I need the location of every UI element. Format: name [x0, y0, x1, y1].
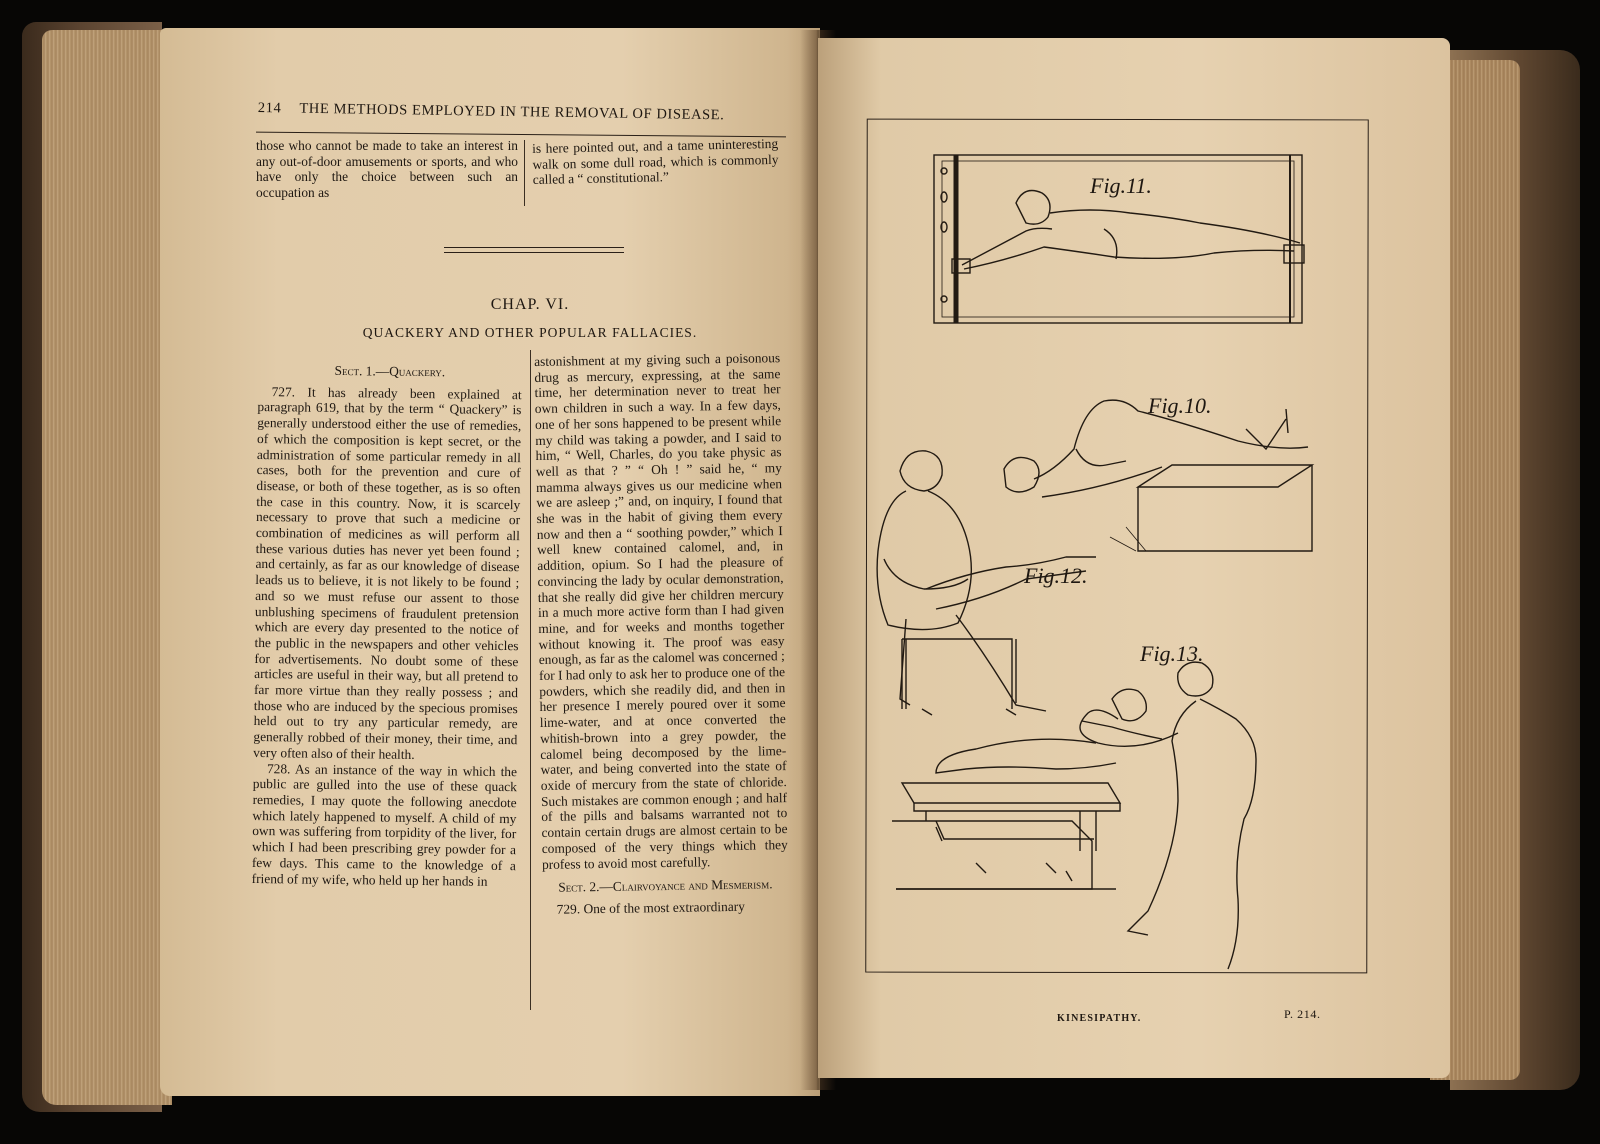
top-column-right — [532, 136, 779, 188]
paragraph-729: 729. One of the most extraordinary — [556, 898, 745, 917]
chapter-heading: CHAP. VI. — [490, 296, 570, 313]
fig-10-label: Fig.10. — [1148, 393, 1212, 418]
plate-caption: KINESIPATHY. — [1057, 1013, 1142, 1024]
section-heading-2: Sect. 2.—Clairvoyance and Mesmerism. — [558, 876, 773, 895]
figure-13-drawing — [892, 662, 1256, 969]
section-heading-1: Sect. 1.—Quackery. — [334, 362, 446, 380]
right-column-text: astonishment at my giving such a poisonous drug as mercury, expressing, at the same time, her determination never to treat her own children in such a way. In a few days, one of her sons happened to be present while my child was taking a powder, and I said to him, “ Well, Charles, do you take physic as well as that ? ” “ Oh ! ” said he, “ my mamma always gives us our medicine when we are asleep ;” and, on inquiry, I found that she was in the habit of giving them every now and then a “ soothing powder,” which I well knew contained calomel, and, in addition, opium. So I had the pleasure of convincing the lady by ocular demonstration, that she really did give her children mercury in a much more active form than I had given mine, and for weeks and months together without knowing it. The proof was easy enough, as far as the calomel was concerned ; for I had only to ask her to produce one of the powders, which she readily did, and then in her presence I merely poured over it some lime-water, and at once converted the whitish-brown into a grey powder, the calomel being decomposed by the lime-water, and being converted into the state of oxide of mercury from the state of chloride. Such mistakes are common enough ; and half of the pills and balsams warranted not to contain certain drugs are almost certain to be composed of the very things which they profess to avoid most carefully. — [534, 350, 788, 872]
top-column-left — [256, 138, 518, 201]
paragraph-728: 728. As an instance of the way in which the public are gulled into the use of these quack remedies, I may quote the following anecdote which lately happened to myself. A child of my own was suffering from torpidity of the liver, for which I had been prescribing grey powder for a few days. This came to the knowledge of a friend of my wife, who held up her hands in — [251, 760, 518, 889]
main-column-divider — [530, 350, 531, 1010]
top-column-divider — [524, 140, 525, 206]
plate-page-number: P. 214. — [1284, 1007, 1321, 1021]
page-edges-left — [42, 30, 172, 1105]
fig-13-label: Fig.13. — [1140, 641, 1204, 666]
top-column-right-text: is here pointed out, and a tame uninteresting walk on some dull road, which is commonly called a “ constitutional.” — [532, 135, 779, 188]
running-head-title: THE METHODS EMPLOYED IN THE REMOVAL OF DISEASE. — [299, 100, 725, 124]
top-column-left-text: those who cannot be made to take an interest in any out-of-door amusements or sports, and who have only the choice between such an occupation as — [256, 138, 518, 201]
fig-12-label: Fig.12. — [1024, 563, 1088, 588]
fig-11-label: Fig.11. — [1090, 173, 1152, 198]
figure-10-drawing — [1004, 400, 1312, 551]
chapter-title: QUACKERY AND OTHER POPULAR FALLACIES. — [362, 325, 698, 340]
kinesipathy-illustration — [866, 119, 1366, 971]
page-number: 214 — [257, 100, 282, 117]
main-column-right — [534, 350, 789, 917]
paragraph-727: 727. It has already been explained at paragraph 619, that by the term “ Quackery” is generally understood either the use of remedies, of which the composition is kept secret, or the administration of some particular remedy in all cases, both for the prevention and cure of disease, or both of these together, as is so often the case in this country. Now, it is scarcely necessary to prove that such a medicine or combination of medicines as will perform all these various duties has never yet been found ; and certainly, as far as our knowledge of disease leads us to believe, it is not likely to be found ; and so we must refuse our assent to those unblushing specimens of fraudulent pretension which are every day presented to the notice of the public in the newspapers and other vehicles for advertisements. No doubt some of these articles are useful in their way, but all pretend to far more virtue than they really possess ; and those who are induced by the specious promises held out to try any particular remedy, are generally robbed of their money, their time, and very often also of their health. — [253, 383, 522, 762]
decorative-rule — [444, 247, 624, 253]
main-column-left — [252, 362, 522, 889]
